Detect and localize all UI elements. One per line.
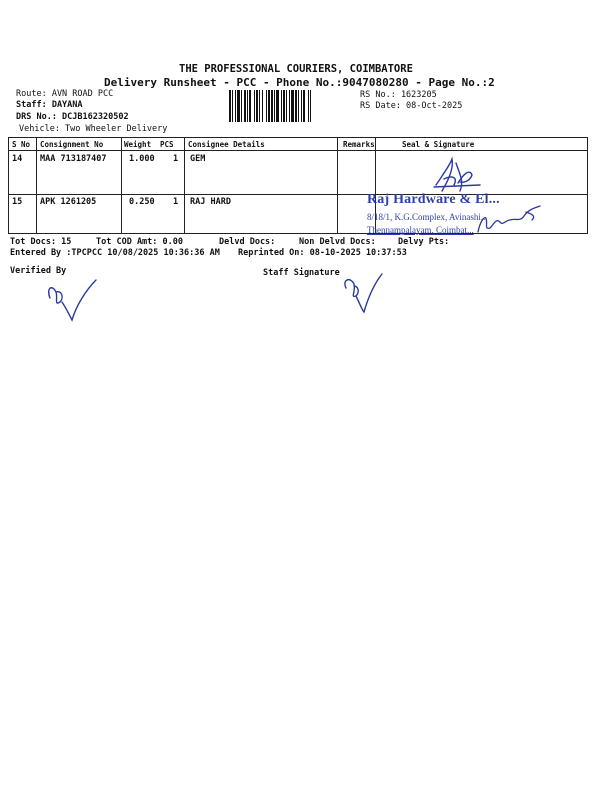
header-weight: Weight (124, 140, 152, 149)
row-weight: 1.000 (129, 154, 155, 164)
entered-by: Entered By :TPCPCC 10/08/2025 10:36:36 AM (10, 248, 220, 258)
row-consignment-no: APK 1261205 (40, 197, 97, 207)
header-divider (9, 150, 587, 151)
staff-signature (336, 270, 386, 316)
col-divider (184, 138, 185, 233)
col-divider (121, 138, 122, 233)
header-pcs: PCS (160, 140, 174, 149)
row-consignee: GEM (190, 154, 206, 164)
col-divider (36, 138, 37, 233)
verified-by-signature (42, 276, 102, 324)
row-pcs: 1 (173, 154, 179, 164)
delivery-points: Delvy Pts: (398, 237, 450, 247)
row-sno: 14 (12, 154, 23, 164)
stamp-address-line2: Thennampalayam, Coimbat... (367, 225, 474, 235)
total-docs: Tot Docs: 15 (10, 237, 72, 247)
stamp-name: Raj Hardware & El... (367, 192, 500, 207)
header-seal-signature: Seal & Signature (402, 140, 475, 149)
non-delivered-docs: Non Delvd Docs: (299, 237, 376, 247)
staff-signature-label: Staff Signature (263, 268, 340, 278)
header-remarks: Remarks (343, 140, 375, 149)
header-sno: S No (12, 140, 31, 149)
col-divider (337, 138, 338, 233)
header-consignee: Consignee Details (188, 140, 265, 149)
delivered-docs: Delvd Docs: (219, 237, 276, 247)
signature-row-15 (470, 198, 550, 238)
row-sno: 15 (12, 197, 23, 207)
verified-by-label: Verified By (10, 266, 67, 276)
row-pcs: 1 (173, 197, 179, 207)
vehicle-label: Vehicle: Two Wheeler Delivery (19, 124, 168, 134)
row-consignment-no: MAA 713187407 (40, 154, 107, 164)
route-label: Route: AVN ROAD PCC (16, 89, 114, 99)
company-title: THE PROFESSIONAL COURIERS, COIMBATORE (179, 63, 413, 75)
rs-number: RS No.: 1623205 (360, 90, 437, 100)
staff-label: Staff: DAYANA (16, 100, 83, 110)
reprinted-on: Reprinted On: 08-10-2025 10:37:53 (238, 248, 407, 258)
header-consignment: Consignment No (40, 140, 104, 149)
runsheet-subtitle: Delivery Runsheet - PCC - Phone No.:9047080280 - Page No.:2 (104, 76, 495, 89)
drs-number: DRS No.: DCJB162320502 (16, 112, 129, 122)
row-weight: 0.250 (129, 197, 155, 207)
row-consignee: RAJ HARD (190, 197, 231, 207)
barcode-image (229, 90, 356, 122)
total-cod-amount: Tot COD Amt: 0.00 (96, 237, 183, 247)
stamp-address-line1: 8/18/1, K.G.Complex, Avinashi... (367, 212, 488, 222)
rs-date: RS Date: 08-Oct-2025 (360, 101, 463, 111)
